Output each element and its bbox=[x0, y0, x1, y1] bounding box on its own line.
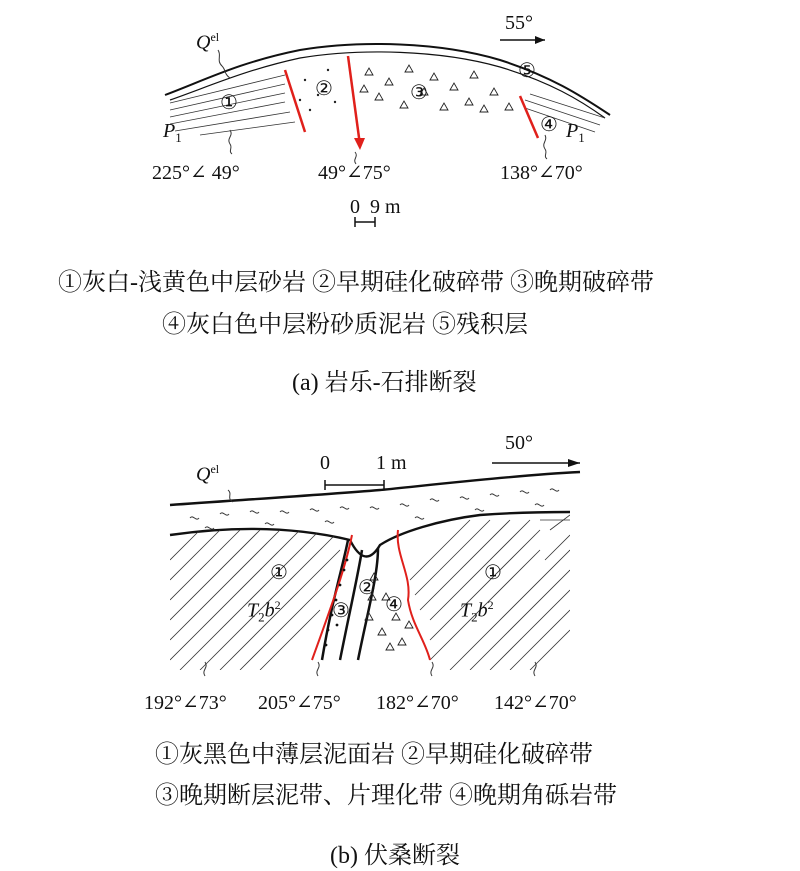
panel-b-residual-base bbox=[170, 512, 570, 556]
panel-a-attitude-3: 138°∠70° bbox=[500, 162, 583, 184]
panel-a-breccia-pattern bbox=[360, 65, 513, 112]
panel-a-fault-2 bbox=[348, 56, 360, 145]
panel-a-zone-1: ① bbox=[220, 92, 238, 114]
panel-b-t-left-sup: 2 bbox=[274, 598, 281, 612]
panel-b-legend-line-1: ①灰黑色中薄层泥面岩 ②早期硅化破碎带 bbox=[155, 742, 593, 768]
panel-b-attitude-3: 182°∠70° bbox=[376, 692, 459, 714]
panel-b-q-label bbox=[196, 462, 219, 487]
panel-b-zone-2: ② bbox=[358, 577, 376, 599]
panel-b-scale-0: 0 bbox=[320, 452, 330, 474]
panel-b-zone-4: ④ bbox=[385, 594, 403, 616]
panel-a-direction-label: 55° bbox=[505, 12, 533, 34]
panel-a-zone-3: ③ bbox=[410, 82, 428, 104]
panel-a-p-right-label bbox=[566, 120, 585, 146]
panel-b-leader-4 bbox=[534, 662, 536, 676]
panel-a-leader-3 bbox=[544, 135, 547, 159]
panel-b-t-left-sub: 2 bbox=[258, 609, 265, 625]
panel-a-p-left-letter: P bbox=[163, 120, 176, 142]
panel-a-caption: (a) 岩乐-石排断裂 bbox=[292, 370, 477, 396]
panel-a-zone-5: ⑤ bbox=[518, 60, 536, 82]
panel-b-zone-boundary-3 bbox=[358, 548, 378, 660]
panel-b-residual-pattern bbox=[190, 489, 559, 529]
panel-b-direction-label: 50° bbox=[505, 432, 533, 454]
panel-a-direction-arrowhead bbox=[535, 36, 545, 44]
panel-b-caption: (b) 伏桑断裂 bbox=[330, 843, 460, 869]
panel-a-zone-4: ④ bbox=[540, 114, 558, 136]
panel-a-p-left-label bbox=[163, 120, 182, 146]
panel-a-scale-label: 0 9 m bbox=[350, 196, 401, 218]
panel-b-ground-surface bbox=[170, 472, 580, 505]
panel-a-fault-2-arrow bbox=[354, 138, 365, 150]
panel-b-t-right-b: b bbox=[477, 599, 488, 622]
panel-b-t-right-sup: 2 bbox=[487, 598, 494, 612]
panel-b-t-left-b: b bbox=[264, 599, 275, 622]
panel-b-attitude-4: 142°∠70° bbox=[494, 692, 577, 714]
panel-b-section bbox=[170, 459, 580, 676]
panel-b-zone-1-left: ① bbox=[270, 562, 288, 584]
panel-b-attitude-2: 205°∠75° bbox=[258, 692, 341, 714]
panel-a-leader-1 bbox=[229, 130, 232, 154]
panel-b-direction-arrowhead bbox=[568, 459, 580, 467]
panel-a-attitude-2: 49°∠75° bbox=[318, 162, 391, 184]
panel-b-q-sup: el bbox=[210, 462, 220, 476]
panel-b-leader-1 bbox=[204, 662, 206, 676]
panel-b-zone-3: ③ bbox=[332, 600, 350, 622]
panel-a-q-letter: Q bbox=[196, 31, 211, 54]
panel-b-leader-2 bbox=[317, 662, 319, 676]
panel-b-t-right-sub: 2 bbox=[471, 609, 478, 625]
panel-a-p-right-sub: 1 bbox=[578, 130, 585, 145]
panel-b-leader-3 bbox=[431, 662, 433, 676]
panel-b-zone-1-right: ① bbox=[484, 562, 502, 584]
panel-a-q-label bbox=[196, 30, 219, 55]
panel-a-mudstone-hatch bbox=[525, 94, 605, 132]
panel-a-attitude-1: 225°∠ 49° bbox=[152, 162, 240, 184]
panel-b-t-right-label bbox=[460, 598, 494, 626]
panel-b-attitude-1: 192°∠73° bbox=[144, 692, 227, 714]
panel-b-t-right-letter: T bbox=[460, 599, 472, 622]
panel-a-q-sup: el bbox=[210, 30, 220, 44]
panel-b-t-left-label bbox=[247, 598, 281, 626]
panel-b-legend-line-2: ③晚期断层泥带、片理化带 ④晚期角砾岩带 bbox=[155, 783, 617, 809]
panel-b-t-left-letter: T bbox=[247, 599, 259, 622]
panel-a-p-right-letter: P bbox=[566, 120, 579, 142]
panel-a-zone-2: ② bbox=[315, 78, 333, 100]
panel-a-fault-3 bbox=[520, 96, 538, 138]
panel-a-legend-line-2: ④灰白色中层粉砂质泥岩 ⑤残积层 bbox=[162, 312, 528, 338]
panel-a-legend-line-1: ①灰白-浅黄色中层砂岩 ②早期硅化破碎带 ③晚期破碎带 bbox=[58, 270, 654, 296]
panel-a-p-left-sub: 1 bbox=[175, 130, 182, 145]
panel-b-q-letter: Q bbox=[196, 463, 211, 486]
panel-b-scale-1: 1 m bbox=[376, 452, 407, 474]
